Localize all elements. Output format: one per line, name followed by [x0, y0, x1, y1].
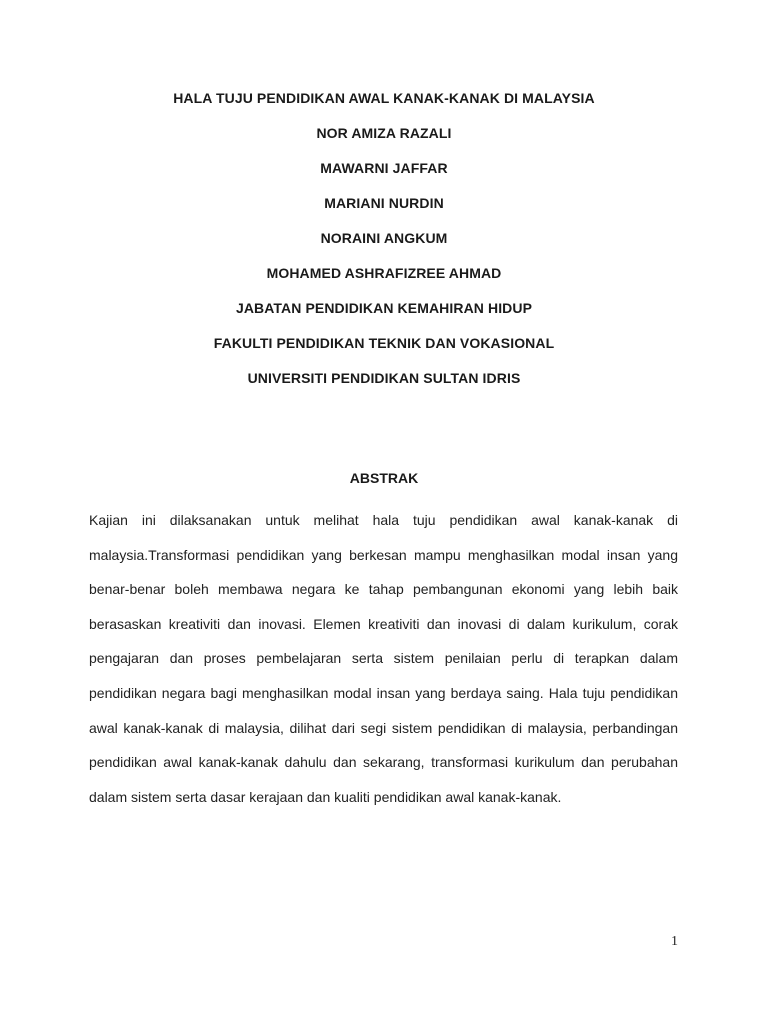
abstract-heading: ABSTRAK: [349, 470, 419, 486]
title-block: [0, 88, 768, 403]
abstract-text: Kajian ini dilaksanakan untuk melihat hala tuju pendidikan awal kanak-kanak di malaysia.Transformasi pendidikan yang berkesan mampu menghasilkan modal insan yang benar-benar boleh membawa negara ke tahap pembangunan ekonomi yang lebih baik berasaskan kreativiti dan inovasi. Elemen kreativiti dan inovasi di dalam kurikulum, corak pengajaran dan proses pembelajaran serta sistem penilaian perlu di terapkan dalam pendidikan negara bagi menghasilkan modal insan yang berdaya saing. Hala tuju pendidikan awal kanak-kanak di malaysia, dilihat dari segi sistem pendidikan di malaysia, perbandingan pendidikan awal kanak-kanak dahulu dan sekarang, transformasi kurikulum dan perubahan dalam sistem serta dasar kerajaan dan kualiti pendidikan awal kanak-kanak.: [89, 512, 678, 805]
author-name: NORAINI ANGKUM: [320, 230, 448, 246]
affiliation-university: UNIVERSITI PENDIDIKAN SULTAN IDRIS: [247, 370, 521, 386]
author-name: MAWARNI JAFFAR: [320, 160, 448, 176]
page-number: 1: [671, 934, 678, 949]
author-name: MARIANI NURDIN: [324, 195, 444, 211]
affiliation-faculty: FAKULTI PENDIDIKAN TEKNIK DAN VOKASIONAL: [213, 335, 555, 351]
paper-title: HALA TUJU PENDIDIKAN AWAL KANAK-KANAK DI MALAYSIA: [173, 90, 595, 106]
affiliation-department: JABATAN PENDIDIKAN KEMAHIRAN HIDUP: [235, 300, 533, 316]
author-name: MOHAMED ASHRAFIZREE AHMAD: [266, 265, 502, 281]
author-name: NOR AMIZA RAZALI: [316, 125, 452, 141]
